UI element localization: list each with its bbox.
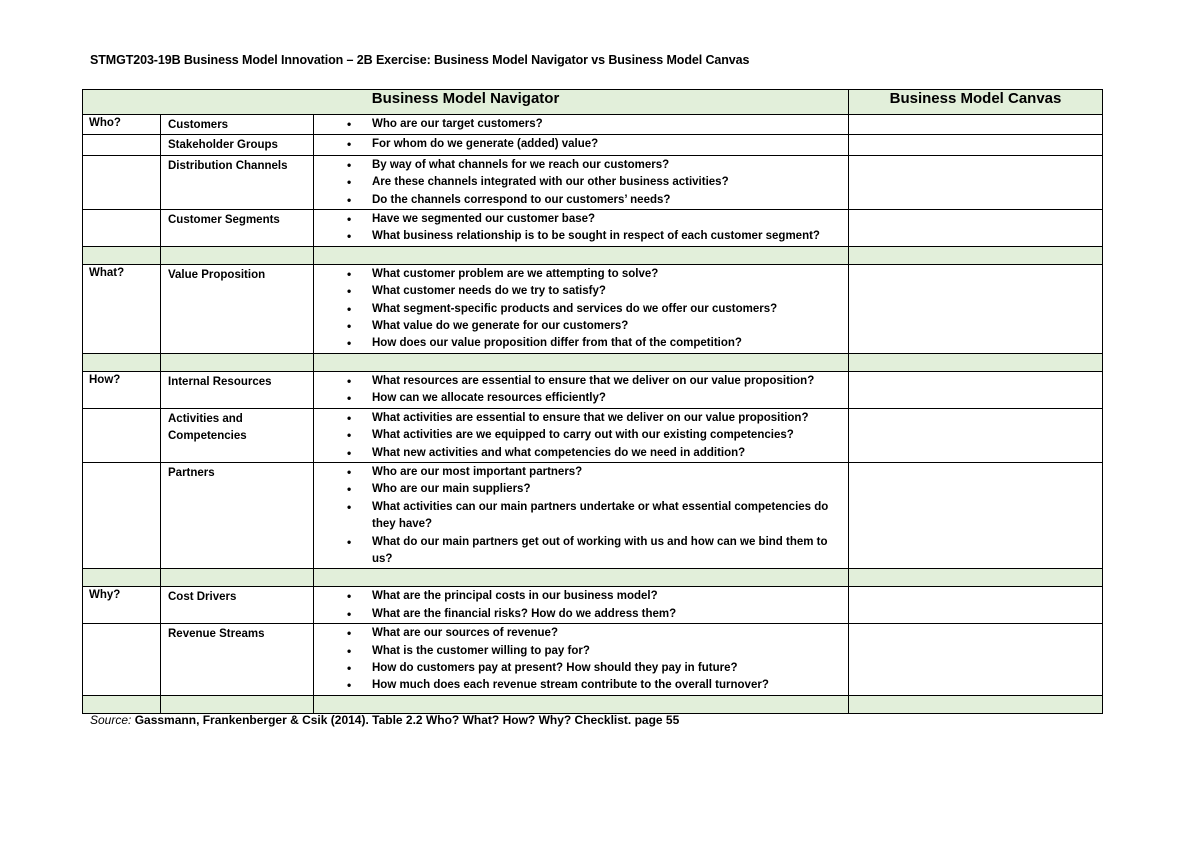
group-label-cell: [83, 462, 161, 568]
separator-cell: [83, 569, 161, 587]
question-item: • What are the principal costs in our business model?: [314, 588, 848, 605]
canvas-answer-cell[interactable]: [849, 408, 1103, 462]
separator-cell: [83, 695, 161, 713]
question-list: [314, 156, 848, 209]
question-item: • Have we segmented our customer base?: [314, 211, 848, 228]
question-item: • What resources are essential to ensure that we deliver on our value proposition?: [314, 373, 848, 390]
separator-cell: [849, 695, 1103, 713]
table-row: [83, 462, 1103, 568]
question-item: • What new activities and what competencies do we need in addition?: [314, 445, 848, 462]
question-item: • How can we allocate resources efficiently?: [314, 390, 848, 407]
group-label-cell: [83, 408, 161, 462]
question-item: • What is the customer willing to pay for?: [314, 643, 848, 660]
questions-cell: [314, 624, 849, 696]
group-label-cell: Who?: [83, 115, 161, 135]
table-row: [83, 210, 1103, 247]
separator-row: [83, 569, 1103, 587]
question-item: • What are our sources of revenue?: [314, 625, 848, 642]
source-label: Source:: [90, 713, 132, 727]
table-row: [83, 587, 1103, 624]
navigator-table: [82, 89, 1103, 714]
table-row: [83, 371, 1103, 408]
separator-cell: [83, 246, 161, 264]
canvas-answer-cell[interactable]: [849, 115, 1103, 135]
questions-cell: [314, 210, 849, 247]
source-text: Gassmann, Frankenberger & Csik (2014). Table 2.2 Who? What? How? Why? Checklist. page 55: [134, 713, 680, 727]
separator-cell: [314, 353, 849, 371]
group-label-cell: Why?: [83, 587, 161, 624]
question-item: • What activities can our main partners undertake or what essential competencies do they have?: [314, 499, 848, 534]
category-cell: Distribution Channels: [161, 155, 314, 209]
table-row: [83, 408, 1103, 462]
header-business-model-navigator: Business Model Navigator: [83, 90, 849, 115]
question-item: • What activities are essential to ensure that we deliver on our value proposition?: [314, 410, 848, 427]
canvas-answer-cell[interactable]: [849, 462, 1103, 568]
category-cell: Customer Segments: [161, 210, 314, 247]
question-item: • What value do we generate for our customers?: [314, 318, 848, 335]
questions-cell: [314, 155, 849, 209]
group-label-cell: [83, 624, 161, 696]
question-item: • What do our main partners get out of working with us and how can we bind them to us?: [314, 534, 848, 569]
question-item: • Who are our most important partners?: [314, 464, 848, 481]
separator-cell: [161, 353, 314, 371]
group-label-cell: [83, 210, 161, 247]
separator-cell: [314, 695, 849, 713]
group-label-cell: [83, 135, 161, 155]
table-row: [83, 115, 1103, 135]
separator-cell: [83, 353, 161, 371]
source-citation: [90, 713, 679, 727]
separator-cell: [161, 246, 314, 264]
question-item: • What business relationship is to be sought in respect of each customer segment?: [314, 228, 848, 245]
question-item: • What customer problem are we attempting to solve?: [314, 266, 848, 283]
questions-cell: [314, 462, 849, 568]
questions-cell: [314, 408, 849, 462]
question-list: [314, 587, 848, 623]
canvas-answer-cell[interactable]: [849, 587, 1103, 624]
separator-cell: [849, 353, 1103, 371]
question-item: • What customer needs do we try to satisfy?: [314, 283, 848, 300]
question-list: [314, 135, 848, 153]
category-cell: Stakeholder Groups: [161, 135, 314, 155]
questions-cell: [314, 371, 849, 408]
category-cell: Cost Drivers: [161, 587, 314, 624]
canvas-answer-cell[interactable]: [849, 264, 1103, 353]
question-list: [314, 372, 848, 408]
category-cell: Activities and Competencies: [161, 408, 314, 462]
question-list: [314, 115, 848, 133]
question-item: • Are these channels integrated with our other business activities?: [314, 174, 848, 191]
canvas-answer-cell[interactable]: [849, 624, 1103, 696]
separator-row: [83, 695, 1103, 713]
question-item: • Who are our target customers?: [314, 116, 848, 133]
table-row: [83, 135, 1103, 155]
category-cell: Partners: [161, 462, 314, 568]
question-list: [314, 624, 848, 695]
questions-cell: [314, 135, 849, 155]
separator-cell: [849, 246, 1103, 264]
group-label-cell: How?: [83, 371, 161, 408]
question-item: • By way of what channels for we reach our customers?: [314, 157, 848, 174]
group-label-cell: [83, 155, 161, 209]
question-item: • How does our value proposition differ from that of the competition?: [314, 335, 848, 352]
header-business-model-canvas: Business Model Canvas: [849, 90, 1103, 115]
questions-cell: [314, 587, 849, 624]
separator-cell: [314, 246, 849, 264]
category-cell: Customers: [161, 115, 314, 135]
category-cell: Value Proposition: [161, 264, 314, 353]
question-list: [314, 265, 848, 353]
questions-cell: [314, 115, 849, 135]
question-item: • What are the financial risks? How do we address them?: [314, 606, 848, 623]
table-row: [83, 624, 1103, 696]
questions-cell: [314, 264, 849, 353]
table-row: [83, 264, 1103, 353]
group-label-cell: What?: [83, 264, 161, 353]
separator-cell: [161, 695, 314, 713]
question-list: [314, 210, 848, 246]
document-title: STMGT203-19B Business Model Innovation – 2B Exercise: Business Model Navigator vs Business Model Canvas: [90, 53, 750, 67]
question-list: [314, 463, 848, 568]
separator-cell: [314, 569, 849, 587]
canvas-answer-cell[interactable]: [849, 155, 1103, 209]
separator-row: [83, 353, 1103, 371]
canvas-answer-cell[interactable]: [849, 135, 1103, 155]
table-header-row: [83, 90, 1103, 115]
question-list: [314, 409, 848, 462]
question-item: • What activities are we equipped to carry out with our existing competencies?: [314, 427, 848, 444]
separator-cell: [849, 569, 1103, 587]
question-item: • Do the channels correspond to our customers’ needs?: [314, 192, 848, 209]
question-item: • Who are our main suppliers?: [314, 481, 848, 498]
category-cell: Internal Resources: [161, 371, 314, 408]
question-item: • What segment-specific products and services do we offer our customers?: [314, 301, 848, 318]
question-item: • How do customers pay at present? How should they pay in future?: [314, 660, 848, 677]
question-item: • For whom do we generate (added) value?: [314, 136, 848, 153]
table-row: [83, 155, 1103, 209]
canvas-answer-cell[interactable]: [849, 210, 1103, 247]
canvas-answer-cell[interactable]: [849, 371, 1103, 408]
question-item: • How much does each revenue stream contribute to the overall turnover?: [314, 677, 848, 694]
separator-cell: [161, 569, 314, 587]
category-cell: Revenue Streams: [161, 624, 314, 696]
separator-row: [83, 246, 1103, 264]
